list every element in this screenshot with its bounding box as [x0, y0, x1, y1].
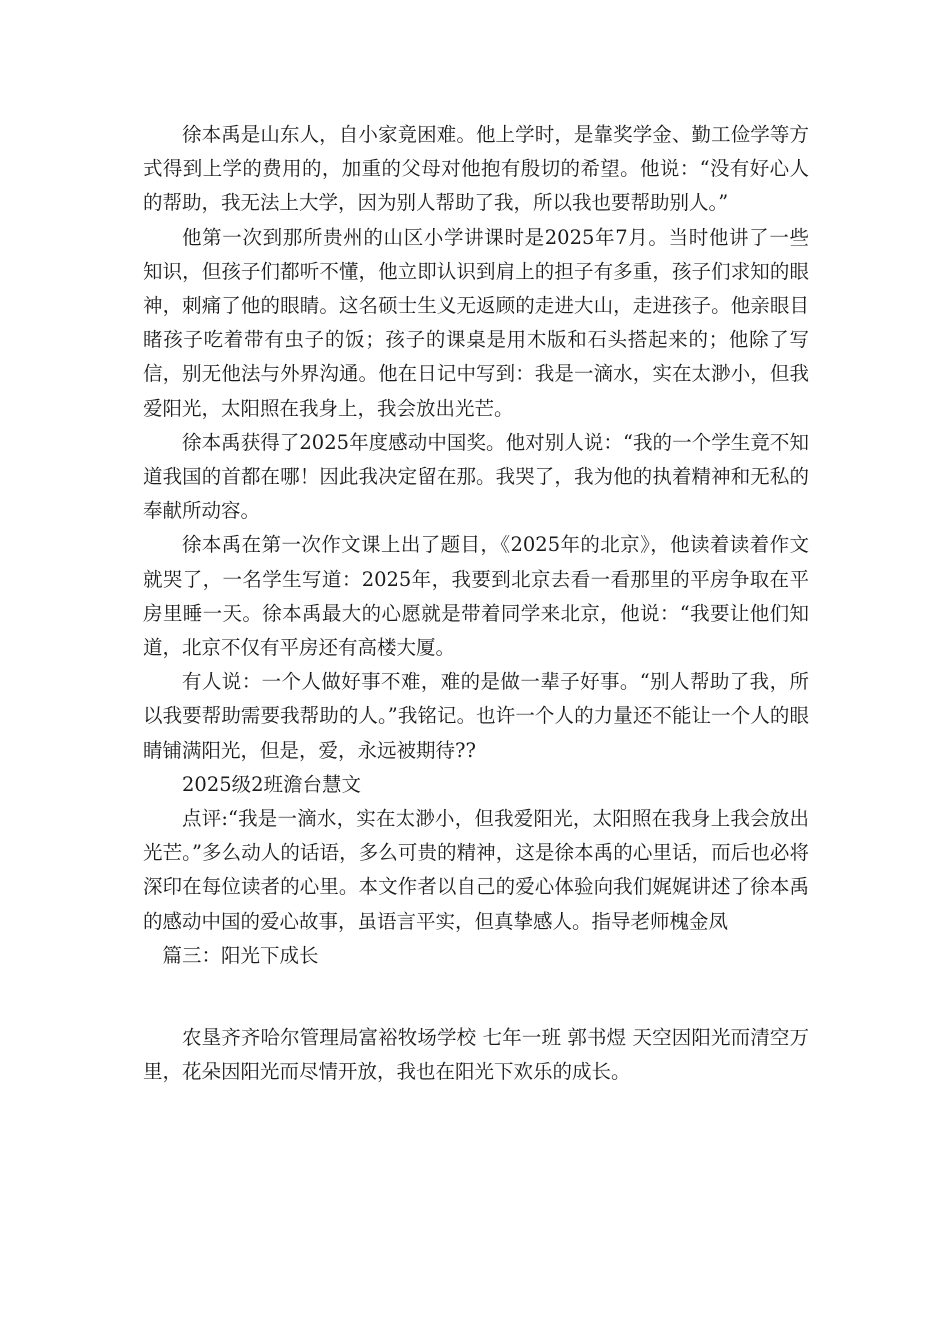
paragraph-mountain-school: 他第一次到那所贵州的山区小学讲课时是2025年7月。当时他讲了一些知识，但孩子们都听不懂，他立即认识到肩上的担子有多重，孩子们求知的眼神，刺痛了他的眼睛。这名硕士生义无返顾的走进大山，走进孩子。他亲眼目睹孩子吃着带有虫子的饭；孩子的课桌是用木版和石头搭起来的；他除了写信，别无他法与外界沟通。他在日记中写到：我是一滴水，实在太渺小，但我爱阳光，太阳照在我身上，我会放出光芒。 [143, 225, 809, 420]
author-byline: 2025级2班澹台慧文 [182, 772, 362, 796]
document-body [143, 118, 809, 1089]
chapter-title: 篇三：阳光下成长 [162, 943, 319, 967]
section-spacer [143, 973, 809, 1021]
paragraph-background: 徐本禹是山东人，自小家竟困难。他上学时，是靠奖学金、勤工俭学等方式得到上学的费用的，加重的父母对他抱有殷切的希望。他说：“没有好心人的帮助，我无法上大学，因为别人帮助了我，所以我也要帮助别人。” [143, 123, 809, 215]
paragraph-composition: 徐本禹在第一次作文课上出了题目，《2025年的北京》，他读着读着作文就哭了，一名学生写道：2025年，我要到北京去看一看那里的平房争取在平房里睡一天。徐本禹最大的心愿就是带着同学来北京，他说：“我要让他们知道，北京不仅有平房还有高楼大厦。 [143, 533, 809, 660]
paragraph-conclusion: 有人说：一个人做好事不难，难的是做一辈子好事。“别人帮助了我，所以我要帮助需要我帮助的人。”我铭记。也许一个人的力量还不能让一个人的眼睛铺满阳光，但是，爱，永远被期待?? [143, 670, 809, 762]
paragraph-award: 徐本禹获得了2025年度感动中国奖。他对别人说：“我的一个学生竟不知道我国的首都在哪！因此我决定留在那。我哭了，我为他的执着精神和无私的奉献所动容。 [143, 430, 809, 523]
closing-paragraph: 农垦齐齐哈尔管理局富裕牧场学校 七年一班 郭书煜 天空因阳光而清空万里，花朵因阳光而尽情开放，我也在阳光下欢乐的成长。 [143, 1026, 809, 1084]
teacher-comment: 点评:“我是一滴水，实在太渺小，但我爱阳光，太阳照在我身上我会放出光芒。”多么动人的话语，多么可贵的精神，这是徐本禹的心里话，而后也必将深印在每位读者的心里。本文作者以自己的爱心体验向我们娓娓讲述了徐本禹的感动中国的爱心故事，虽语言平实，但真挚感人。指导老师槐金凤 [143, 807, 809, 933]
